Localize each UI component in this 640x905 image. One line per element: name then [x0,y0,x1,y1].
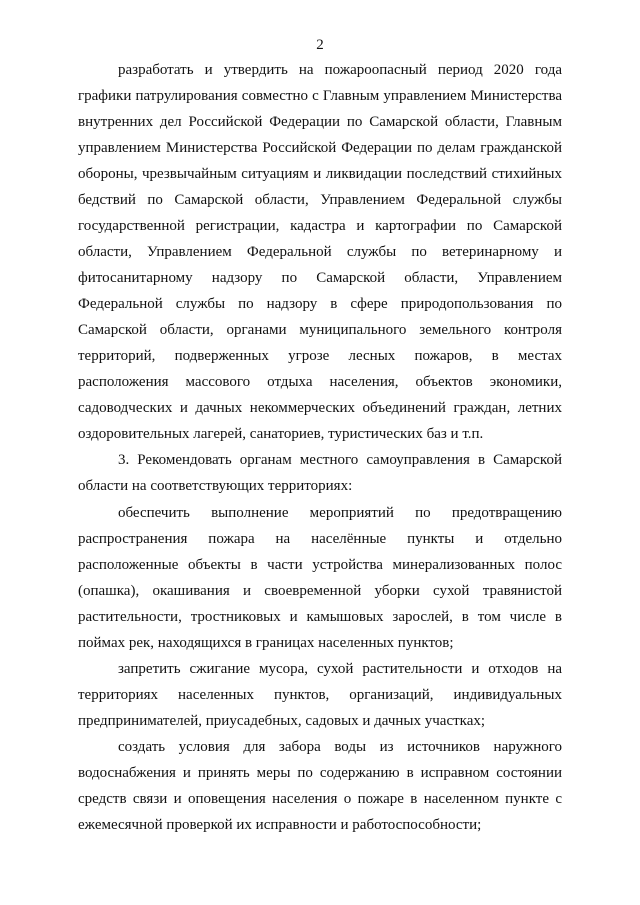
text-line: распространения пожара на населённые пункты и отдельно [78,531,562,547]
text-line: области на соответствующих территориях: [78,478,353,494]
text-line: государственной регистрации, кадастра и картографии по Самарской [78,218,562,234]
text-line: внутренних дел Российской Федерации по Самарской области, Главным [78,114,562,130]
text-line: обороны, чрезвычайным ситуациям и ликвидации последствий стихийных [78,166,562,182]
text-line: средств связи и оповещения населения о пожаре в населенном пункте с [78,791,562,807]
text-line: поймах рек, находящихся в границах населенных пунктов; [78,635,454,651]
text-line: запретить сжигание мусора, сухой растительности и отходов на [118,661,562,677]
page-number: 2 [316,37,324,53]
text-line: области, Управлением Федеральной службы по ветеринарному и [78,244,562,260]
text-line: расположения массового отдыха населения, объектов экономики, [78,374,562,390]
text-line: территорий, подверженных угрозе лесных пожаров, в местах [78,348,562,364]
text-line: территориях населенных пунктов, организаций, индивидуальных [78,687,562,703]
text-line: ежемесячной проверкой их исправности и работоспособности; [78,817,482,833]
text-line: фитосанитарному надзору по Самарской области, Управлением [78,270,562,286]
text-line: расположенные объекты в части устройства минерализованных полос [78,557,562,573]
text-line: графики патрулирования совместно с Главным управлением Министерства [78,88,562,104]
text-line: оздоровительных лагерей, санаториев, туристических баз и т.п. [78,426,484,442]
text-line: водоснабжения и принять меры по содержанию в исправном состоянии [78,765,562,781]
text-line: создать условия для забора воды из источников наружного [118,739,562,755]
text-line: бедствий по Самарской области, Управлением Федеральной службы [78,192,562,208]
text-line: Федеральной службы по надзору в сфере природопользования по [78,296,562,312]
text-line: Самарской области, органами муниципального земельного контроля [78,322,562,338]
text-line: обеспечить выполнение мероприятий по предотвращению [118,505,562,521]
text-line: предпринимателей, приусадебных, садовых и дачных участках; [78,713,486,729]
text-line: 3. Рекомендовать органам местного самоуправления в Самарской [118,452,562,468]
text-line: (опашка), окашивания и своевременной уборки сухой травянистой [78,583,562,599]
text-line: разработать и утвердить на пожароопасный период 2020 года [118,62,562,78]
text-line: садоводческих и дачных некоммерческих объединений граждан, летних [78,400,562,416]
text-line: управлением Министерства Российской Федерации по делам гражданской [78,140,562,156]
text-line: растительности, тростниковых и камышовых зарослей, в том числе в [78,609,562,625]
